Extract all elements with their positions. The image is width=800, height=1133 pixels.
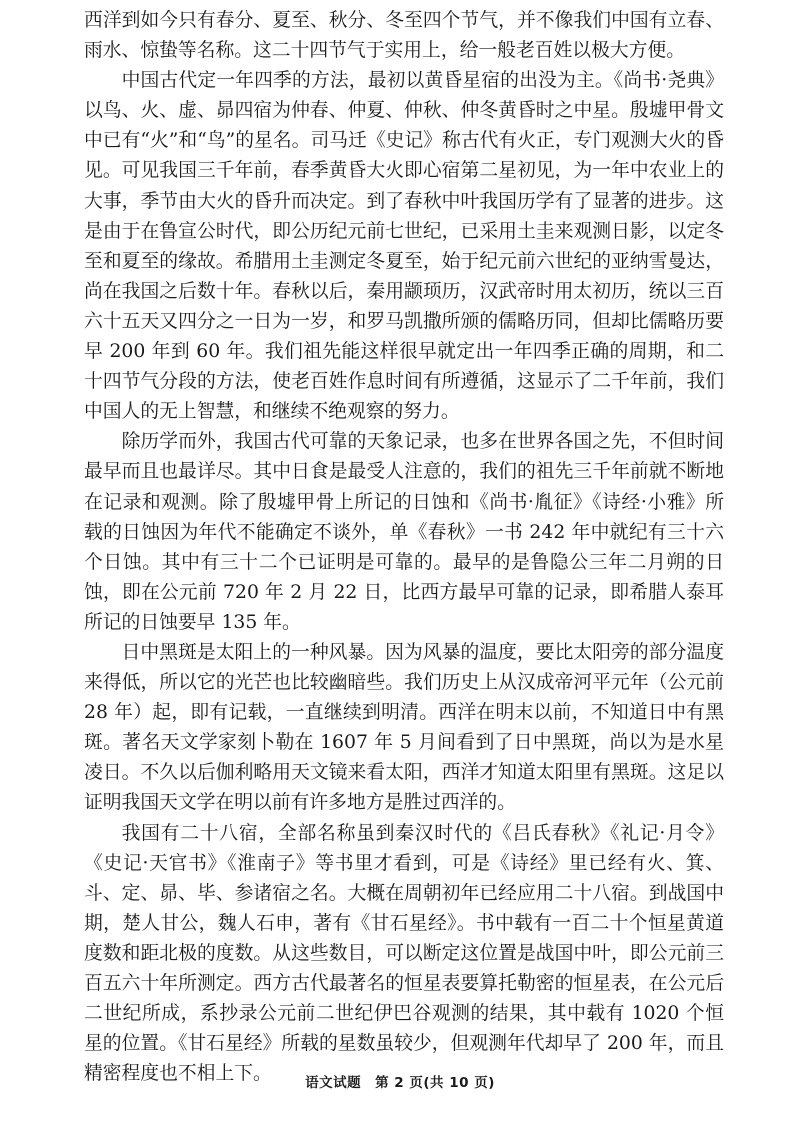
paragraph-2: 中国古代定一年四季的方法，最初以黄昏星宿的出没为主。《尚书·尧典》以鸟、火、虚、昴四宿为仲春、仲夏、仲秋、仲冬黄昏时之中星。殷墟甲骨文中已有“火”和“鸟”的星名。司马迁《史记》称古代有火正，专门观测大火的昏见。可见我国三千年前，春季黄昏大火即心宿第二星初见，为一年中农业上的大事，季节由大火的昏升而决定。到了春秋中叶我国历学有了显著的进步。这是由于在鲁宣公时代，即公历纪元前七世纪，已采用土圭来观测日影，以定冬至和夏至的缘故。希腊用土圭测定冬夏至，始于纪元前六世纪的亚纳雪曼达，尚在我国之后数十年。春秋以后，秦用颛顼历，汉武帝时用太初历，统以三百六十五天又四分之一日为一岁，和罗马凯撒所颁的儒略历同，但却比儒略历要早 200 年到 60 年。我们祖先能这样很早就定出一年四季正确的周期，和二十四节气分段的方法，使老百姓作息时间有所遵循，这显示了二千年前，我们中国人的无上智慧，和继续不绝观察的努力。 xyxy=(84,70,724,423)
paragraph-4: 日中黑斑是太阳上的一种风暴。因为风暴的温度，要比太阳旁的部分温度来得低，所以它的光芒也比较幽暗些。我们历史上从汉成帝河平元年（公元前 28 年）起，即有记载，一直继续到明清。西洋在明末以前，不知道日中有黑斑。著名天文学家刻卜勒在 1607 年 5 月间看到了日中黑斑，尚以为是水星凌日。不久以后伽利略用天文镜来看太阳，西洋才知道太阳里有黑斑。这足以证明我国天文学在明以前有许多地方是胜过西洋的。 xyxy=(84,641,724,814)
paragraph-3: 除历学而外，我国古代可靠的天象记录，也多在世界各国之先，不但时间最早而且也最详尽。其中日食是最受人注意的，我们的祖先三千年前就不断地在记录和观测。除了殷墟甲骨上所记的日蚀和《尚书·胤征》《诗经·小雅》所载的日蚀因为年代不能确定不谈外，单《春秋》一书 242 年中就纪有三十六个日蚀。其中有三十二个已证明是可靠的。最早的是鲁隐公三年二月朔的日蚀，即在公元前 720 年 2 月 22 日，比西方最早可靠的记录，即希腊人泰耳所记的日蚀要早 135 年。 xyxy=(84,431,724,633)
document-body xyxy=(84,6,724,1089)
paragraph-5: 我国有二十八宿，全部名称虽到秦汉时代的《吕氏春秋》《礼记·月令》《史记·天官书》《淮南子》等书里才看到，可是《诗经》里已经有火、箕、斗、定、昴、毕、参诸宿之名。大概在周朝初年已经应用二十八宿。到战国中期，楚人甘公，魏人石申，著有《甘石星经》。书中载有一百二十个恒星黄道度数和距北极的度数。从这些数目，可以断定这位置是战国中叶，即公元前三百五六十年所测定。西方古代最著名的恒星表要算托勒密的恒星表，在公元后二世纪所成，系抄录公元前二世纪伊巴谷观测的结果，其中载有 1020 个恒星的位置。《甘石星经》所载的星数虽较少，但观测年代却早了 200 年，而且精密程度也不相上下。 xyxy=(84,822,724,1085)
page-footer: 语文试题 第 2 页(共 10 页) xyxy=(305,1075,495,1091)
paragraph-1: 西洋到如今只有春分、夏至、秋分、冬至四个节气，并不像我们中国有立春、雨水、惊蛰等名称。这二十四节气于实用上，给一般老百姓以极大方便。 xyxy=(84,10,724,62)
